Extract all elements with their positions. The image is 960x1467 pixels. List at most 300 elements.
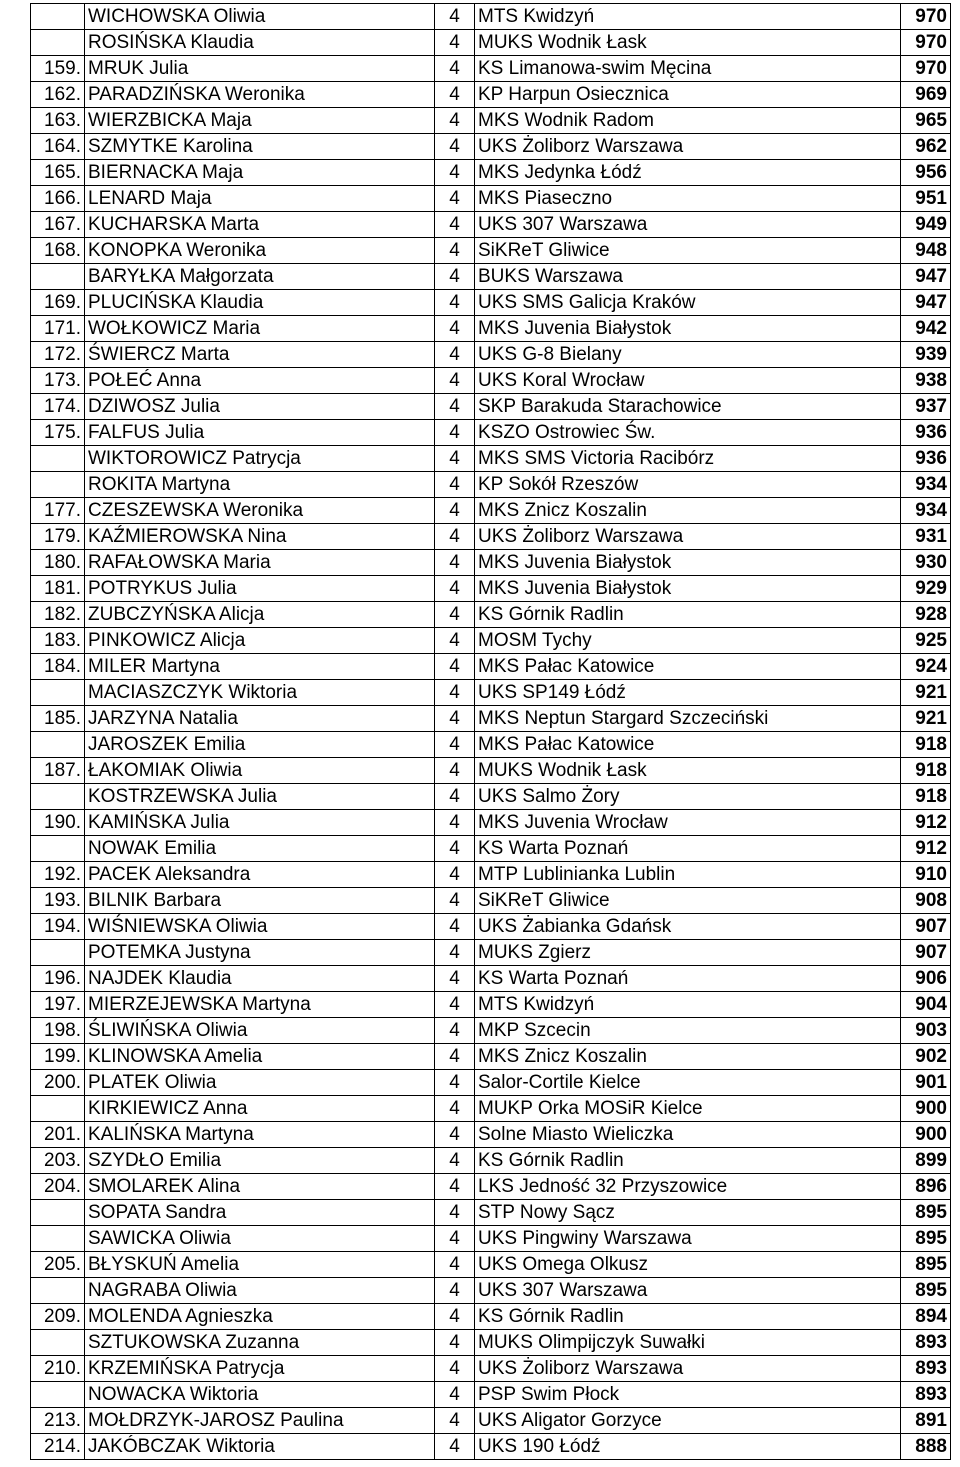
rank-cell: 173. bbox=[31, 368, 85, 394]
birth-year-cell: 4 bbox=[435, 394, 475, 420]
table-row bbox=[31, 1434, 951, 1460]
swimmer-name-cell: BILNIK Barbara bbox=[85, 888, 435, 914]
table-row bbox=[31, 524, 951, 550]
birth-year-cell: 4 bbox=[435, 446, 475, 472]
points-cell: 899 bbox=[901, 1148, 951, 1174]
points-cell: 910 bbox=[901, 862, 951, 888]
swimmer-name-cell: KUCHARSKA Marta bbox=[85, 212, 435, 238]
club-cell: MUKS Wodnik Łask bbox=[475, 758, 901, 784]
rank-cell: 164. bbox=[31, 134, 85, 160]
swimmer-name-cell: PACEK Aleksandra bbox=[85, 862, 435, 888]
table-row bbox=[31, 342, 951, 368]
points-cell: 942 bbox=[901, 316, 951, 342]
swimmer-name-cell: PARADZIŃSKA Weronika bbox=[85, 82, 435, 108]
points-cell: 928 bbox=[901, 602, 951, 628]
table-row bbox=[31, 160, 951, 186]
points-cell: 921 bbox=[901, 706, 951, 732]
points-cell: 900 bbox=[901, 1122, 951, 1148]
table-row bbox=[31, 1148, 951, 1174]
rank-cell: 183. bbox=[31, 628, 85, 654]
table-row bbox=[31, 1044, 951, 1070]
table-row bbox=[31, 1304, 951, 1330]
table-row bbox=[31, 1070, 951, 1096]
birth-year-cell: 4 bbox=[435, 316, 475, 342]
rank-cell bbox=[31, 264, 85, 290]
birth-year-cell: 4 bbox=[435, 1174, 475, 1200]
rank-cell: 180. bbox=[31, 550, 85, 576]
club-cell: Salor-Cortile Kielce bbox=[475, 1070, 901, 1096]
rank-cell bbox=[31, 446, 85, 472]
points-cell: 947 bbox=[901, 290, 951, 316]
points-cell: 895 bbox=[901, 1252, 951, 1278]
swimmer-name-cell: MACIASZCZYK Wiktoria bbox=[85, 680, 435, 706]
swimmer-name-cell: WICHOWSKA Oliwia bbox=[85, 4, 435, 30]
table-row bbox=[31, 238, 951, 264]
table-row bbox=[31, 394, 951, 420]
rank-cell bbox=[31, 1382, 85, 1408]
birth-year-cell: 4 bbox=[435, 1304, 475, 1330]
swimmer-name-cell: ROKITA Martyna bbox=[85, 472, 435, 498]
birth-year-cell: 4 bbox=[435, 290, 475, 316]
club-cell: KS Limanowa-swim Męcina bbox=[475, 56, 901, 82]
points-cell: 901 bbox=[901, 1070, 951, 1096]
birth-year-cell: 4 bbox=[435, 160, 475, 186]
birth-year-cell: 4 bbox=[435, 914, 475, 940]
birth-year-cell: 4 bbox=[435, 264, 475, 290]
club-cell: MKS Juvenia Białystok bbox=[475, 576, 901, 602]
rank-cell: 182. bbox=[31, 602, 85, 628]
birth-year-cell: 4 bbox=[435, 1226, 475, 1252]
club-cell: MKS Neptun Stargard Szczeciński bbox=[475, 706, 901, 732]
club-cell: UKS 307 Warszawa bbox=[475, 212, 901, 238]
birth-year-cell: 4 bbox=[435, 420, 475, 446]
swimmer-name-cell: NAGRABA Oliwia bbox=[85, 1278, 435, 1304]
results-table-body bbox=[31, 4, 951, 1460]
club-cell: MKS Pałac Katowice bbox=[475, 732, 901, 758]
table-row bbox=[31, 758, 951, 784]
club-cell: UKS Żabianka Gdańsk bbox=[475, 914, 901, 940]
birth-year-cell: 4 bbox=[435, 992, 475, 1018]
points-cell: 918 bbox=[901, 732, 951, 758]
birth-year-cell: 4 bbox=[435, 4, 475, 30]
points-cell: 969 bbox=[901, 82, 951, 108]
table-row bbox=[31, 1122, 951, 1148]
swimmer-name-cell: DZIWOSZ Julia bbox=[85, 394, 435, 420]
birth-year-cell: 4 bbox=[435, 784, 475, 810]
club-cell: MKS Juvenia Białystok bbox=[475, 316, 901, 342]
birth-year-cell: 4 bbox=[435, 1018, 475, 1044]
club-cell: MOSM Tychy bbox=[475, 628, 901, 654]
club-cell: UKS SP149 Łódź bbox=[475, 680, 901, 706]
club-cell: UKS SMS Galicja Kraków bbox=[475, 290, 901, 316]
club-cell: MKS SMS Victoria Racibórz bbox=[475, 446, 901, 472]
swimmer-name-cell: KONOPKA Weronika bbox=[85, 238, 435, 264]
table-row bbox=[31, 914, 951, 940]
club-cell: MKS Juvenia Białystok bbox=[475, 550, 901, 576]
rank-cell: 194. bbox=[31, 914, 85, 940]
swimmer-name-cell: ŁAKOMIAK Oliwia bbox=[85, 758, 435, 784]
club-cell: MKS Znicz Koszalin bbox=[475, 1044, 901, 1070]
table-row bbox=[31, 30, 951, 56]
points-cell: 924 bbox=[901, 654, 951, 680]
rank-cell: 213. bbox=[31, 1408, 85, 1434]
club-cell: MUKP Orka MOSiR Kielce bbox=[475, 1096, 901, 1122]
club-cell: MKS Pałac Katowice bbox=[475, 654, 901, 680]
points-cell: 893 bbox=[901, 1382, 951, 1408]
club-cell: MKS Juvenia Wrocław bbox=[475, 810, 901, 836]
birth-year-cell: 4 bbox=[435, 30, 475, 56]
swimmer-name-cell: POTEMKA Justyna bbox=[85, 940, 435, 966]
club-cell: KP Sokół Rzeszów bbox=[475, 472, 901, 498]
birth-year-cell: 4 bbox=[435, 758, 475, 784]
birth-year-cell: 4 bbox=[435, 576, 475, 602]
birth-year-cell: 4 bbox=[435, 1200, 475, 1226]
birth-year-cell: 4 bbox=[435, 1330, 475, 1356]
club-cell: KS Warta Poznań bbox=[475, 836, 901, 862]
points-cell: 912 bbox=[901, 836, 951, 862]
swimmer-name-cell: NAJDEK Klaudia bbox=[85, 966, 435, 992]
club-cell: UKS 307 Warszawa bbox=[475, 1278, 901, 1304]
club-cell: MTS Kwidzyń bbox=[475, 992, 901, 1018]
swimmer-name-cell: KIRKIEWICZ Anna bbox=[85, 1096, 435, 1122]
birth-year-cell: 4 bbox=[435, 1122, 475, 1148]
swimmer-name-cell: WOŁKOWICZ Maria bbox=[85, 316, 435, 342]
table-row bbox=[31, 1018, 951, 1044]
birth-year-cell: 4 bbox=[435, 1356, 475, 1382]
birth-year-cell: 4 bbox=[435, 1278, 475, 1304]
rank-cell: 159. bbox=[31, 56, 85, 82]
club-cell: UKS Żoliborz Warszawa bbox=[475, 134, 901, 160]
swimmer-name-cell: CZESZEWSKA Weronika bbox=[85, 498, 435, 524]
rank-cell: 167. bbox=[31, 212, 85, 238]
rank-cell: 198. bbox=[31, 1018, 85, 1044]
rank-cell: 163. bbox=[31, 108, 85, 134]
club-cell: MUKS Zgierz bbox=[475, 940, 901, 966]
birth-year-cell: 4 bbox=[435, 1252, 475, 1278]
table-row bbox=[31, 732, 951, 758]
table-row bbox=[31, 654, 951, 680]
club-cell: MKS Piaseczno bbox=[475, 186, 901, 212]
rank-cell: 175. bbox=[31, 420, 85, 446]
table-row bbox=[31, 784, 951, 810]
points-cell: 970 bbox=[901, 4, 951, 30]
swimmer-name-cell: WIERZBICKA Maja bbox=[85, 108, 435, 134]
birth-year-cell: 4 bbox=[435, 134, 475, 160]
table-row bbox=[31, 446, 951, 472]
points-cell: 912 bbox=[901, 810, 951, 836]
swimmer-name-cell: KLINOWSKA Amelia bbox=[85, 1044, 435, 1070]
club-cell: UKS Pingwiny Warszawa bbox=[475, 1226, 901, 1252]
birth-year-cell: 4 bbox=[435, 1434, 475, 1460]
table-row bbox=[31, 134, 951, 160]
table-row bbox=[31, 108, 951, 134]
table-row bbox=[31, 888, 951, 914]
table-row bbox=[31, 186, 951, 212]
rank-cell bbox=[31, 940, 85, 966]
swimmer-name-cell: PLATEK Oliwia bbox=[85, 1070, 435, 1096]
table-row bbox=[31, 368, 951, 394]
table-row bbox=[31, 264, 951, 290]
points-cell: 965 bbox=[901, 108, 951, 134]
rank-cell bbox=[31, 1200, 85, 1226]
club-cell: KS Górnik Radlin bbox=[475, 1148, 901, 1174]
points-cell: 925 bbox=[901, 628, 951, 654]
birth-year-cell: 4 bbox=[435, 966, 475, 992]
table-row bbox=[31, 862, 951, 888]
swimmer-name-cell: JARZYNA Natalia bbox=[85, 706, 435, 732]
table-row bbox=[31, 1252, 951, 1278]
swimmer-name-cell: NOWAK Emilia bbox=[85, 836, 435, 862]
points-cell: 893 bbox=[901, 1330, 951, 1356]
birth-year-cell: 4 bbox=[435, 524, 475, 550]
table-row bbox=[31, 1174, 951, 1200]
club-cell: LKS Jedność 32 Przyszowice bbox=[475, 1174, 901, 1200]
swimmer-name-cell: BARYŁKA Małgorzata bbox=[85, 264, 435, 290]
club-cell: SiKReT Gliwice bbox=[475, 238, 901, 264]
club-cell: UKS Salmo Żory bbox=[475, 784, 901, 810]
table-row bbox=[31, 1330, 951, 1356]
birth-year-cell: 4 bbox=[435, 1044, 475, 1070]
table-row bbox=[31, 810, 951, 836]
birth-year-cell: 4 bbox=[435, 810, 475, 836]
birth-year-cell: 4 bbox=[435, 628, 475, 654]
swimmer-name-cell: KAŹMIEROWSKA Nina bbox=[85, 524, 435, 550]
birth-year-cell: 4 bbox=[435, 550, 475, 576]
table-row bbox=[31, 550, 951, 576]
rank-cell: 174. bbox=[31, 394, 85, 420]
birth-year-cell: 4 bbox=[435, 836, 475, 862]
table-row bbox=[31, 472, 951, 498]
points-cell: 947 bbox=[901, 264, 951, 290]
birth-year-cell: 4 bbox=[435, 1148, 475, 1174]
birth-year-cell: 4 bbox=[435, 862, 475, 888]
club-cell: UKS G-8 Bielany bbox=[475, 342, 901, 368]
birth-year-cell: 4 bbox=[435, 1070, 475, 1096]
points-cell: 906 bbox=[901, 966, 951, 992]
swimmer-name-cell: FALFUS Julia bbox=[85, 420, 435, 446]
rank-cell: 162. bbox=[31, 82, 85, 108]
points-cell: 895 bbox=[901, 1278, 951, 1304]
club-cell: UKS Żoliborz Warszawa bbox=[475, 1356, 901, 1382]
table-row bbox=[31, 1096, 951, 1122]
table-row bbox=[31, 82, 951, 108]
rank-cell bbox=[31, 1226, 85, 1252]
rank-cell: 168. bbox=[31, 238, 85, 264]
birth-year-cell: 4 bbox=[435, 212, 475, 238]
birth-year-cell: 4 bbox=[435, 56, 475, 82]
club-cell: KSZO Ostrowiec Św. bbox=[475, 420, 901, 446]
swimmer-name-cell: WIŚNIEWSKA Oliwia bbox=[85, 914, 435, 940]
table-row bbox=[31, 628, 951, 654]
rank-cell bbox=[31, 732, 85, 758]
rank-cell: 203. bbox=[31, 1148, 85, 1174]
club-cell: UKS Koral Wrocław bbox=[475, 368, 901, 394]
swimmer-name-cell: SZMYTKE Karolina bbox=[85, 134, 435, 160]
club-cell: KS Warta Poznań bbox=[475, 966, 901, 992]
rank-cell: 185. bbox=[31, 706, 85, 732]
swimmer-name-cell: BIERNACKA Maja bbox=[85, 160, 435, 186]
birth-year-cell: 4 bbox=[435, 680, 475, 706]
points-cell: 895 bbox=[901, 1200, 951, 1226]
swimmer-name-cell: POŁEĆ Anna bbox=[85, 368, 435, 394]
points-cell: 956 bbox=[901, 160, 951, 186]
points-cell: 948 bbox=[901, 238, 951, 264]
swimmer-name-cell: PINKOWICZ Alicja bbox=[85, 628, 435, 654]
club-cell: UKS Omega Olkusz bbox=[475, 1252, 901, 1278]
points-cell: 894 bbox=[901, 1304, 951, 1330]
points-cell: 970 bbox=[901, 56, 951, 82]
swimmer-name-cell: SZTUKOWSKA Zuzanna bbox=[85, 1330, 435, 1356]
club-cell: MTP Lublinianka Lublin bbox=[475, 862, 901, 888]
points-cell: 951 bbox=[901, 186, 951, 212]
rank-cell bbox=[31, 1330, 85, 1356]
table-row bbox=[31, 706, 951, 732]
rank-cell bbox=[31, 1096, 85, 1122]
birth-year-cell: 4 bbox=[435, 238, 475, 264]
rank-cell: 172. bbox=[31, 342, 85, 368]
points-cell: 949 bbox=[901, 212, 951, 238]
club-cell: Solne Miasto Wieliczka bbox=[475, 1122, 901, 1148]
club-cell: MKS Wodnik Radom bbox=[475, 108, 901, 134]
table-row bbox=[31, 1408, 951, 1434]
rank-cell: 201. bbox=[31, 1122, 85, 1148]
rank-cell bbox=[31, 836, 85, 862]
table-row bbox=[31, 290, 951, 316]
table-row bbox=[31, 420, 951, 446]
club-cell: PSP Swim Płock bbox=[475, 1382, 901, 1408]
points-cell: 902 bbox=[901, 1044, 951, 1070]
rank-cell: 177. bbox=[31, 498, 85, 524]
points-cell: 918 bbox=[901, 758, 951, 784]
rank-cell: 190. bbox=[31, 810, 85, 836]
table-row bbox=[31, 316, 951, 342]
table-row bbox=[31, 56, 951, 82]
swimmer-name-cell: MRUK Julia bbox=[85, 56, 435, 82]
points-cell: 907 bbox=[901, 914, 951, 940]
swimmer-name-cell: LENARD Maja bbox=[85, 186, 435, 212]
birth-year-cell: 4 bbox=[435, 654, 475, 680]
swimmer-name-cell: KRZEMIŃSKA Patrycja bbox=[85, 1356, 435, 1382]
swimmer-name-cell: JAROSZEK Emilia bbox=[85, 732, 435, 758]
points-cell: 970 bbox=[901, 30, 951, 56]
rank-cell: 184. bbox=[31, 654, 85, 680]
table-row bbox=[31, 940, 951, 966]
table-row bbox=[31, 1278, 951, 1304]
points-cell: 962 bbox=[901, 134, 951, 160]
swimmer-name-cell: SZYDŁO Emilia bbox=[85, 1148, 435, 1174]
swimmer-name-cell: KAMIŃSKA Julia bbox=[85, 810, 435, 836]
swimmer-name-cell: PLUCIŃSKA Klaudia bbox=[85, 290, 435, 316]
points-cell: 934 bbox=[901, 498, 951, 524]
points-cell: 937 bbox=[901, 394, 951, 420]
rank-cell: 171. bbox=[31, 316, 85, 342]
club-cell: SiKReT Gliwice bbox=[475, 888, 901, 914]
swimmer-name-cell: MIERZEJEWSKA Martyna bbox=[85, 992, 435, 1018]
club-cell: UKS Aligator Gorzyce bbox=[475, 1408, 901, 1434]
swimmer-name-cell: SAWICKA Oliwia bbox=[85, 1226, 435, 1252]
points-cell: 939 bbox=[901, 342, 951, 368]
swimmer-name-cell: SMOLAREK Alina bbox=[85, 1174, 435, 1200]
swimmer-name-cell: ŚWIERCZ Marta bbox=[85, 342, 435, 368]
table-row bbox=[31, 1200, 951, 1226]
table-row bbox=[31, 498, 951, 524]
swimmer-name-cell: BŁYSKUŃ Amelia bbox=[85, 1252, 435, 1278]
points-cell: 891 bbox=[901, 1408, 951, 1434]
birth-year-cell: 4 bbox=[435, 940, 475, 966]
rank-cell: 197. bbox=[31, 992, 85, 1018]
points-cell: 931 bbox=[901, 524, 951, 550]
birth-year-cell: 4 bbox=[435, 602, 475, 628]
rank-cell: 169. bbox=[31, 290, 85, 316]
swimmer-name-cell: KALIŃSKA Martyna bbox=[85, 1122, 435, 1148]
club-cell: UKS 190 Łódź bbox=[475, 1434, 901, 1460]
birth-year-cell: 4 bbox=[435, 498, 475, 524]
swimmer-name-cell: KOSTRZEWSKA Julia bbox=[85, 784, 435, 810]
birth-year-cell: 4 bbox=[435, 1408, 475, 1434]
points-cell: 921 bbox=[901, 680, 951, 706]
club-cell: MKP Szcecin bbox=[475, 1018, 901, 1044]
birth-year-cell: 4 bbox=[435, 706, 475, 732]
rank-cell: 181. bbox=[31, 576, 85, 602]
rank-cell bbox=[31, 30, 85, 56]
rank-cell: 196. bbox=[31, 966, 85, 992]
table-row bbox=[31, 680, 951, 706]
points-cell: 893 bbox=[901, 1356, 951, 1382]
birth-year-cell: 4 bbox=[435, 1382, 475, 1408]
swimmer-name-cell: ŚLIWIŃSKA Oliwia bbox=[85, 1018, 435, 1044]
points-cell: 895 bbox=[901, 1226, 951, 1252]
rank-cell: 193. bbox=[31, 888, 85, 914]
points-cell: 934 bbox=[901, 472, 951, 498]
points-cell: 907 bbox=[901, 940, 951, 966]
swimmer-name-cell: WIKTOROWICZ Patrycja bbox=[85, 446, 435, 472]
points-cell: 888 bbox=[901, 1434, 951, 1460]
rank-cell: 214. bbox=[31, 1434, 85, 1460]
rank-cell: 192. bbox=[31, 862, 85, 888]
club-cell: MKS Znicz Koszalin bbox=[475, 498, 901, 524]
table-row bbox=[31, 1226, 951, 1252]
rank-cell: 205. bbox=[31, 1252, 85, 1278]
club-cell: MUKS Olimpijczyk Suwałki bbox=[475, 1330, 901, 1356]
points-cell: 930 bbox=[901, 550, 951, 576]
birth-year-cell: 4 bbox=[435, 342, 475, 368]
club-cell: BUKS Warszawa bbox=[475, 264, 901, 290]
table-row bbox=[31, 212, 951, 238]
points-cell: 936 bbox=[901, 420, 951, 446]
results-table bbox=[30, 3, 951, 1460]
swimmer-name-cell: SOPATA Sandra bbox=[85, 1200, 435, 1226]
swimmer-name-cell: ROSIŃSKA Klaudia bbox=[85, 30, 435, 56]
swimmer-name-cell: ZUBCZYŃSKA Alicja bbox=[85, 602, 435, 628]
points-cell: 908 bbox=[901, 888, 951, 914]
points-cell: 929 bbox=[901, 576, 951, 602]
club-cell: KS Górnik Radlin bbox=[475, 602, 901, 628]
club-cell: MTS Kwidzyń bbox=[475, 4, 901, 30]
club-cell: STP Nowy Sącz bbox=[475, 1200, 901, 1226]
birth-year-cell: 4 bbox=[435, 732, 475, 758]
birth-year-cell: 4 bbox=[435, 1096, 475, 1122]
points-cell: 896 bbox=[901, 1174, 951, 1200]
rank-cell: 187. bbox=[31, 758, 85, 784]
rank-cell: 165. bbox=[31, 160, 85, 186]
rank-cell bbox=[31, 1278, 85, 1304]
points-cell: 903 bbox=[901, 1018, 951, 1044]
birth-year-cell: 4 bbox=[435, 888, 475, 914]
table-row bbox=[31, 1382, 951, 1408]
birth-year-cell: 4 bbox=[435, 108, 475, 134]
points-cell: 904 bbox=[901, 992, 951, 1018]
birth-year-cell: 4 bbox=[435, 186, 475, 212]
